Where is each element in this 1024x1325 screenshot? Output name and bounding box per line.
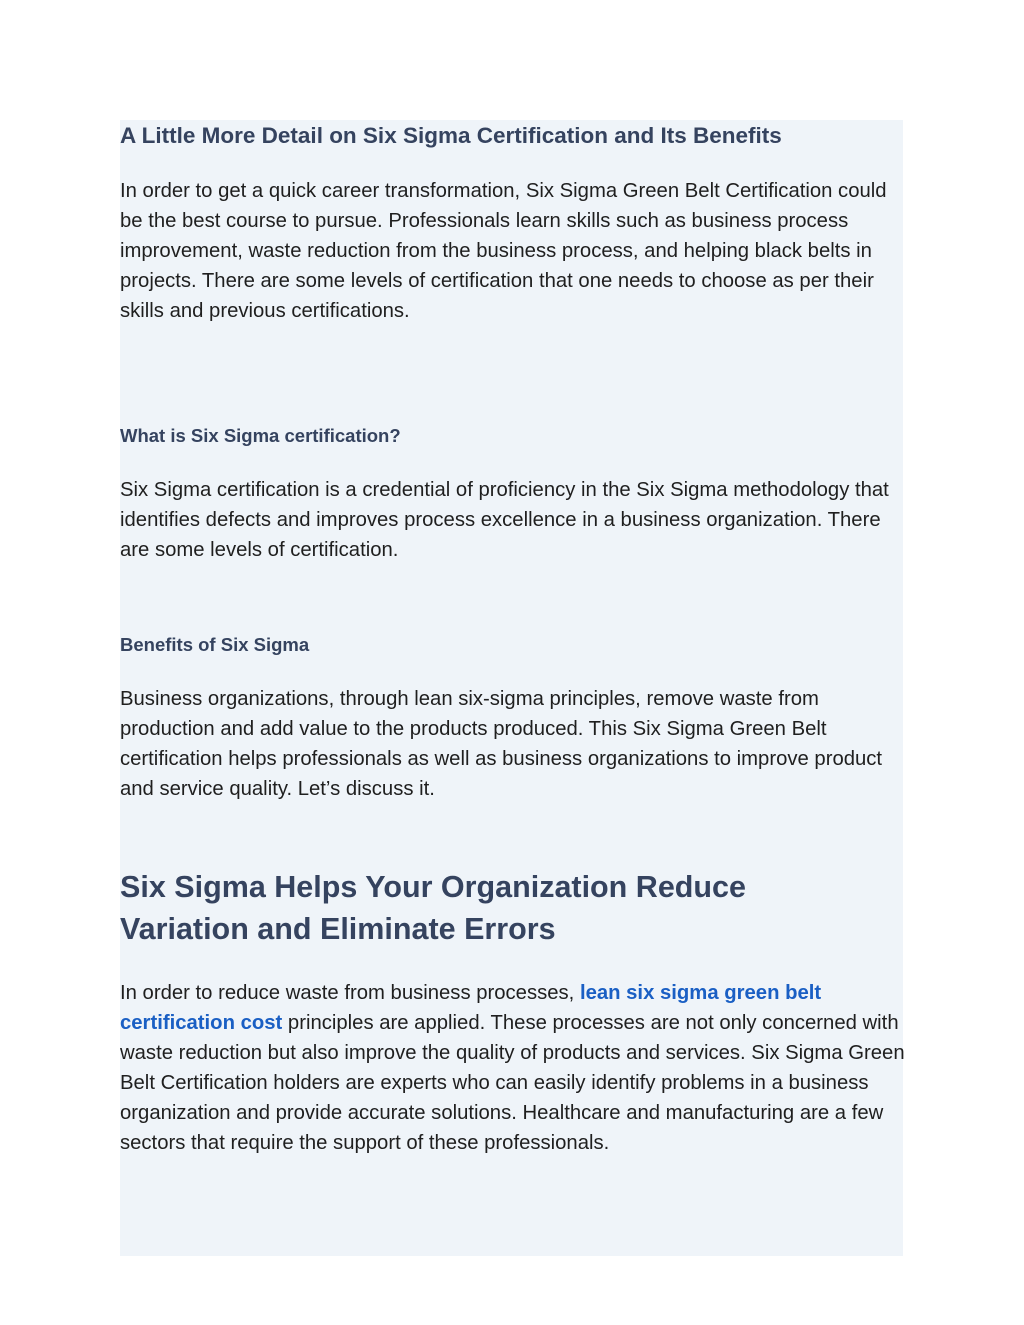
variation-paragraph (120, 978, 910, 1158)
what-is-paragraph: Six Sigma certification is a credential of proficiency in the Six Sigma methodology that identifies defects and improves process excellence in a business organization. There are some levels of certification. (120, 479, 889, 561)
intro-paragraph: In order to get a quick career transformation, Six Sigma Green Belt Certification could be the best course to pursue. Professionals learn skills such as business process improvement, waste reduction from the business process, and helping black belts in projects. There are some levels of certification that one needs to choose as per their skills and previous certifications. (120, 180, 887, 322)
section-heading-detail: A Little More Detail on Six Sigma Certification and Its Benefits (120, 123, 782, 148)
variation-text-before-link: In order to reduce waste from business processes, (120, 982, 580, 1004)
benefits-paragraph: Business organizations, through lean six-sigma principles, remove waste from production and add value to the products produced. This Six Sigma Green Belt certification helps professionals as well as business organizations to improve product and service quality. Let’s discuss it. (120, 688, 883, 800)
section-heading-what-is: What is Six Sigma certification? (120, 425, 401, 446)
section-heading-benefits: Benefits of Six Sigma (120, 634, 310, 655)
section-heading-variation: Six Sigma Helps Your Organization Reduce Variation and Eliminate Errors (120, 870, 746, 946)
variation-text-after-link: principles are applied. These processes are not only concerned with waste reduction but also improve the quality of products and services. Six Sigma Green Belt Certification holders are experts who can easily identify problems in a business organization and provide accurate solutions. Healthcare and manufacturing are a few sectors that require the support of these professionals. (120, 1012, 905, 1154)
certification-cost-link[interactable]: lean six sigma green belt certification cost (120, 982, 822, 1034)
